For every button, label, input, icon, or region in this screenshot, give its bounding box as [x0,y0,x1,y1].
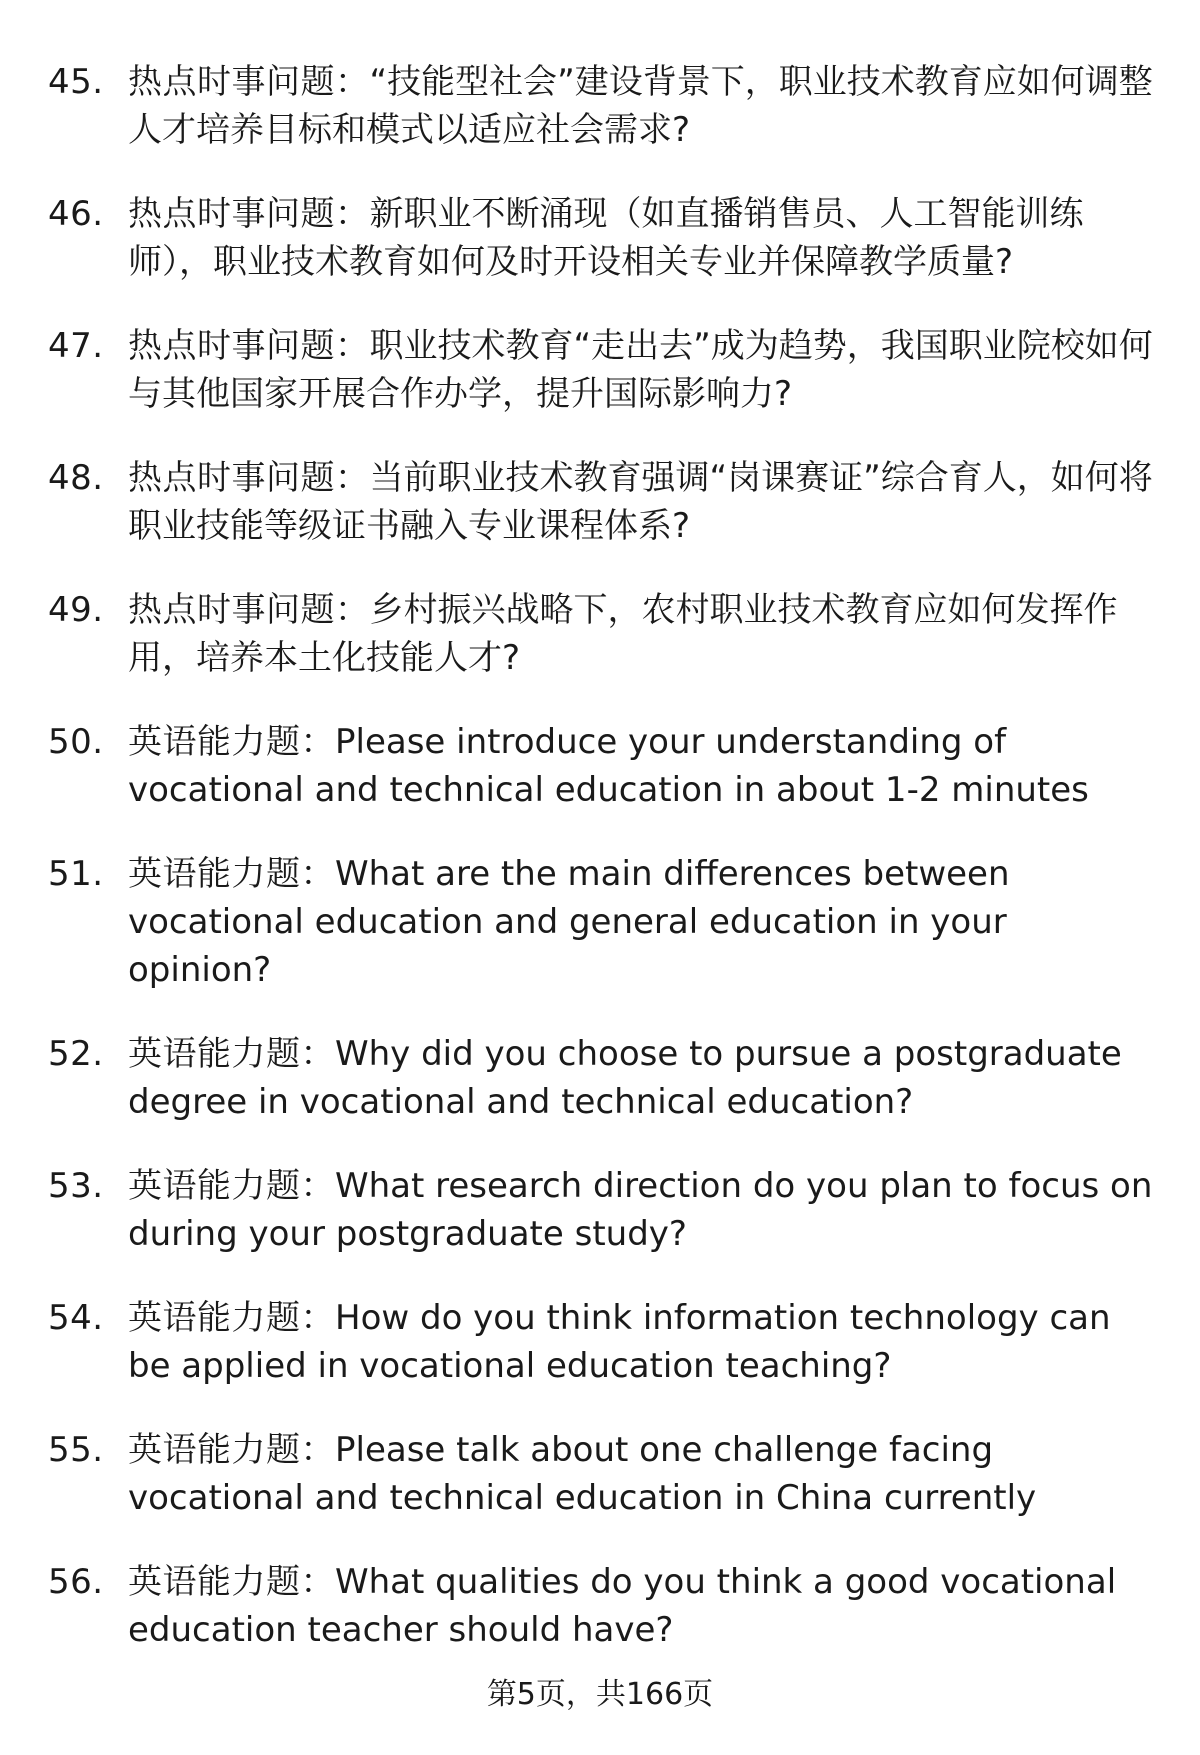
page-footer [0,1675,1200,1715]
question-item [48,1294,1158,1390]
question-body [128,1558,1158,1654]
question-item [48,190,1158,286]
question-category: 英语能力题： [128,1034,335,1074]
question-list [48,58,1158,1690]
question-text: 乡村振兴战略下，农村职业技术教育应如何发挥作用，培养本土化技能人才? [128,590,1118,678]
question-text: What research direction do you plan to focus on during your postgraduate study? [128,1166,1153,1254]
question-item [48,1030,1158,1126]
question-body [128,454,1158,550]
question-number: 47. [48,326,104,366]
page-number-label: 第5页，共166页 [486,1677,714,1712]
question-item [48,322,1158,418]
question-text: 当前职业技术教育强调“岗课赛证”综合育人，如何将职业技能等级证书融入专业课程体系? [128,458,1153,546]
question-number: 46. [48,194,104,234]
question-body [128,586,1158,682]
question-item [48,454,1158,550]
question-number: 45. [48,62,104,102]
question-category: 热点时事问题： [128,590,370,630]
question-item [48,1558,1158,1654]
question-item [48,1426,1158,1522]
question-text: “技能型社会”建设背景下，职业技术教育应如何调整人才培养目标和模式以适应社会需求? [128,62,1153,150]
question-number: 55. [48,1430,104,1470]
question-text: Please talk about one challenge facing vocational and technical education in China currently [128,1430,1037,1518]
question-body [128,322,1158,418]
question-text: Please introduce your understanding of vocational and technical education in about 1-2 minutes [128,722,1089,810]
question-category: 英语能力题： [128,1298,335,1338]
question-item [48,586,1158,682]
question-category: 英语能力题： [128,854,335,894]
question-text: What are the main differences between vocational education and general education in your opinion? [128,854,1010,990]
question-category: 热点时事问题： [128,458,370,498]
question-text: How do you think information technology can be applied in vocational education teaching? [128,1298,1111,1386]
question-body [128,850,1158,994]
question-body [128,1294,1158,1390]
question-number: 49. [48,590,104,630]
question-body [128,718,1158,814]
question-number: 50. [48,722,104,762]
question-body [128,58,1158,154]
question-category: 英语能力题： [128,722,335,762]
question-number: 52. [48,1034,104,1074]
question-text: 职业技术教育“走出去”成为趋势，我国职业院校如何与其他国家开展合作办学，提升国际影响力? [128,326,1153,414]
question-category: 热点时事问题： [128,62,370,102]
question-body [128,1162,1158,1258]
question-body [128,1426,1158,1522]
question-category: 英语能力题： [128,1166,335,1206]
question-text: Why did you choose to pursue a postgraduate degree in vocational and technical education? [128,1034,1122,1122]
question-item [48,58,1158,154]
question-item [48,718,1158,814]
question-number: 54. [48,1298,104,1338]
question-category: 英语能力题： [128,1562,335,1602]
question-body [128,190,1158,286]
question-item [48,850,1158,994]
question-number: 51. [48,854,104,894]
question-item [48,1162,1158,1258]
question-category: 英语能力题： [128,1430,335,1470]
question-text: 新职业不断涌现（如直播销售员、人工智能训练师），职业技术教育如何及时开设相关专业并保障教学质量? [128,194,1084,282]
question-number: 53. [48,1166,104,1206]
question-body [128,1030,1158,1126]
question-number: 56. [48,1562,104,1602]
question-text: What qualities do you think a good vocational education teacher should have? [128,1562,1117,1650]
question-number: 48. [48,458,104,498]
question-category: 热点时事问题： [128,194,370,234]
question-category: 热点时事问题： [128,326,370,366]
